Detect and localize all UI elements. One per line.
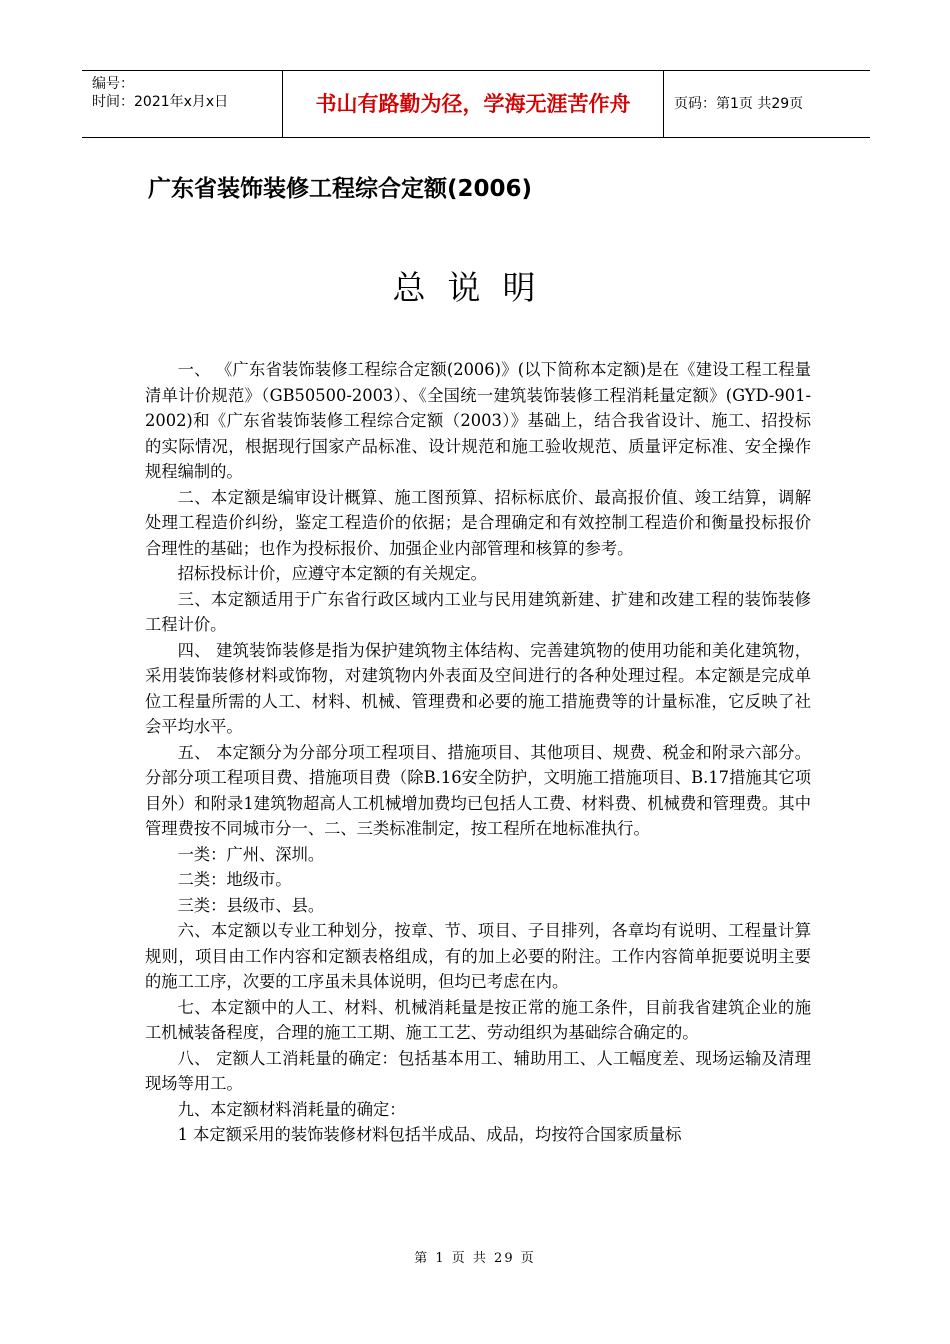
header-motto: 书山有路勤为径，学海无涯苦作舟 <box>315 92 631 116</box>
page-header <box>82 70 870 138</box>
section-title: 总说明 <box>392 268 558 307</box>
header-meta <box>82 71 283 137</box>
paragraph: 二类：地级市。 <box>177 870 292 889</box>
paragraph: 三、本定额适用于广东省行政区域内工业与民用建筑新建、扩建和改建工程的装饰装修工程计价。 <box>145 589 811 634</box>
document-body <box>145 357 811 1148</box>
document-date-label: 时间：2021年x月x日 <box>92 94 229 110</box>
paragraph: 六、本定额以专业工种划分，按章、节、项目、子目排列，各章均有说明、工程量计算规则，项目由工作内容和定额表格组成，有的加上必要的附注。工作内容简单扼要说明主要的施工工序，次要的工序虽未具体说明，但均已考虑在内。 <box>145 921 811 991</box>
paragraph: 三类：县级市、县。 <box>177 895 325 915</box>
document-title: 广东省装饰装修工程综合定额(2006) <box>148 176 533 202</box>
paragraph: 招标投标计价，应遵守本定额的有关规定。 <box>177 564 487 583</box>
paragraph: 七、本定额中的人工、材料、机械消耗量是按正常的施工条件，目前我省建筑企业的施工机械装备程度，合理的施工工期、施工工艺、劳动组织为基础综合确定的。 <box>145 997 811 1042</box>
page-footer: 第 1 页 共 29 页 <box>414 1251 536 1266</box>
header-motto-cell <box>283 71 664 137</box>
paragraph: 五、 本定额分为分部分项工程项目、措施项目、其他项目、规费、税金和附录六部分。分部分项工程项目费、措施项目费（除B.16安全防护，文明施工措施项目、B.17措施其它项目外）和附录1建筑物超高人工机械增加费均已包括人工费、材料费、机械费和管理费。其中管理费按不同城市分一、二、三类标准制定，按工程所在地标准执行。 <box>145 742 811 838</box>
paragraph: 一类：广州、深圳。 <box>177 844 325 864</box>
header-page-cell <box>664 71 870 137</box>
paragraph: 四、 建筑装饰装修是指为保护建筑物主体结构、完善建筑物的使用功能和美化建筑物，采用装饰装修材料或饰物，对建筑物内外表面及空间进行的各种处理过程。本定额是完成单位工程量所需的人工、材料、机械、管理费和必要的施工措施费等的计量标准，它反映了社会平均水平。 <box>145 640 811 736</box>
document-number-label: 编号： <box>92 76 134 92</box>
paragraph: 二、本定额是编审设计概算、施工图预算、招标标底价、最高报价值、竣工结算，调解处理工程造价纠纷，鉴定工程造价的依据；是合理确定和有效控制工程造价和衡量投标报价合理性的基础；也作为投标报价、加强企业内部管理和核算的参考。 <box>145 487 811 558</box>
paragraph: 九、本定额材料消耗量的确定： <box>177 1099 406 1119</box>
paragraph: 1 本定额采用的装饰装修材料包括半成品、成品，均按符合国家质量标 <box>177 1125 682 1144</box>
paragraph: 一、 《广东省装饰装修工程综合定额(2006)》(以下简称本定额)是在《建设工程工程量清单计价规范》（GB50500-2003）、《全国统一建筑装饰装修工程消耗量定额》(GYD-901-2002)和《广东省装饰装修工程综合定额（2003）》基础上，结合我省设计、施工、招投标的实际情况，根据现行国家产品标准、设计规范和施工验收规范、质量评定标准、安全操作规程编制的。 <box>145 360 811 481</box>
paragraph: 八、 定额人工消耗量的确定：包括基本用工、辅助用工、人工幅度差、现场运输及清理现场等用工。 <box>145 1048 811 1093</box>
header-page-number: 页码：第1页 共29页 <box>674 96 804 112</box>
